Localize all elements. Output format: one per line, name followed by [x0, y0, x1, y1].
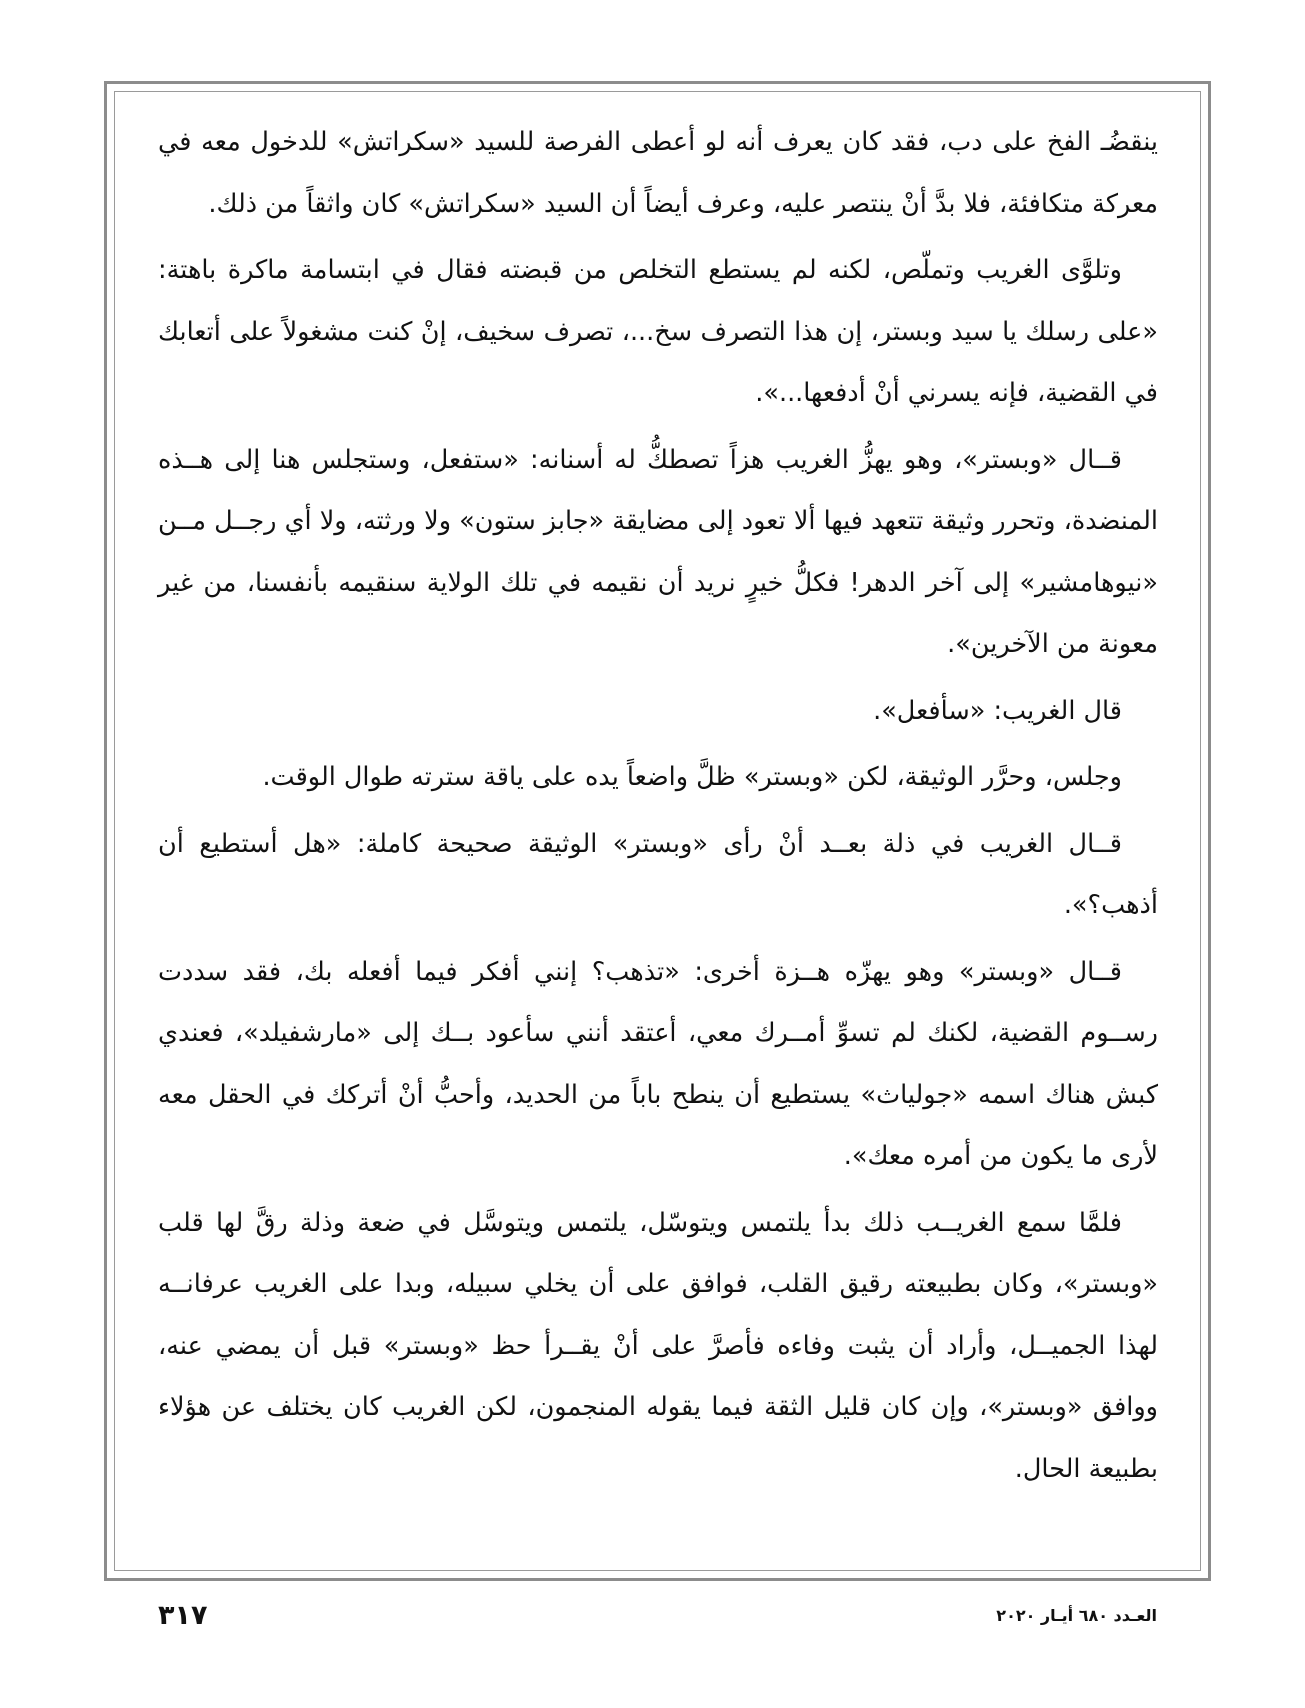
paragraph-4: قال الغريب: «سأفعل». — [873, 695, 1122, 726]
paragraph-5: وجلس، وحرَّر الوثيقة، لكن «وبستر» ظلَّ واضعاً يده على ياقة سترته طوال الوقت. — [262, 762, 1122, 792]
page-number: ٣١٧ — [158, 1600, 208, 1631]
paragraph-7: قــال «وبستر» وهو يهزّه هــزة أخرى: «تذهب؟ إنني أفكر فيما أفعله بك، فقد سددت رســوم القضية، لكنك لم تسوِّ أمــرك معي، أعتقد أنني سأعود بــك إلى «مارشفيلد»، فعندي كبش هناك اسمه «جولياث» يستطيع أن ينطح باباً من الحديد، وأحبُّ أنْ أتركك في الحقل معه لأرى ما يكون من أمره معك». — [158, 956, 1158, 1171]
page-footer — [0, 1600, 1305, 1640]
paragraph-6: قــال الغريب في ذلة بعــد أنْ رأى «وبستر» الوثيقة صحيحة كاملة: «هل أستطيع أن أذهب؟». — [158, 828, 1158, 920]
paragraph-8: فلمَّا سمع الغريــب ذلك بدأ يلتمس ويتوسّل، يلتمس ويتوسَّل في ضعة وذلة رقَّ لها قلب «وبستر»، وكان بطبيعته رقيق القلب، فوافق على أن يخلي سبيله، وبدا على الغريب عرفانــه لهذا الجميــل، وأراد أن يثبت وفاءه فأصرَّ على أنْ يقــرأ حظ «وبستر» قبل أن يمضي عنه، ووافق «وبستر»، وإن كان قليل الثقة فيما يقوله المنجمون، لكن الغريب كان يختلف عن هؤلاء بطبيعة الحال. — [158, 1207, 1158, 1484]
paragraph-1: ينقضُـ الفخ على دب، فقد كان يعرف أنه لو أعطى الفرصة للسيد «سكراتش» للدخول معه في معركة متكافئة، فلا بدَّ أنْ ينتصر عليه، وعرف أيضاً أن السيد «سكراتش» كان واثقاً من ذلك. — [158, 127, 1158, 219]
paragraph-3: قــال «وبستر»، وهو يهزُّ الغريب هزاً تصطكُّ له أسنانه: «ستفعل، وستجلس هنا إلى هــذه المنضدة، وتحرر وثيقة تتعهد فيها ألا تعود إلى مضايقة «جابز ستون» ولا ورثته، ولا أي رجــل مــن «نيوهامشير» إلى آخر الدهر! فكلُّ خيرٍ نريد أن نقيمه في تلك الولاية سنقيمه بأنفسنا، من غير معونة من الآخرين». — [158, 444, 1158, 659]
issue-info: العـدد ٦٨٠ أيـار ٢٠٢٠ — [996, 1606, 1157, 1625]
paragraph-2: وتلوَّى الغريب وتملّص، لكنه لم يستطع التخلص من قبضته فقال في ابتسامة ماكرة باهتة: «على رسلك يا سيد وبستر، إن هذا التصرف سخ...، تصرف سخيف، إنْ كنت مشغولاً على أتعابك في القضية، فإنه يسرني أنْ أدفعها...». — [158, 255, 1158, 408]
article-body — [158, 112, 1158, 1505]
